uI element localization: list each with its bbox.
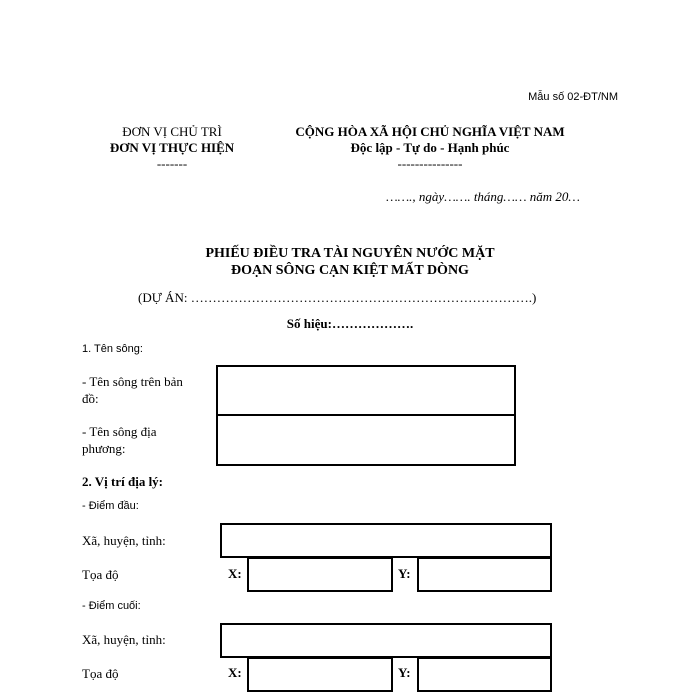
- start-x-label: X:: [228, 566, 242, 581]
- start-point-label: - Điểm đầu:: [82, 500, 139, 512]
- section-2-heading: 2. Vị trí địa lý:: [82, 474, 164, 489]
- title-line-2: ĐOẠN SÔNG CẠN KIỆT MẤT DÒNG: [231, 263, 469, 278]
- end-commune-label: Xã, huyện, tỉnh:: [82, 632, 166, 647]
- end-y-label: Y:: [398, 665, 411, 680]
- form-title: [100, 245, 600, 279]
- nation-dash: ---------------: [397, 156, 463, 171]
- org-dash: -------: [156, 156, 188, 171]
- start-commune-label: Xã, huyện, tỉnh:: [82, 533, 166, 548]
- start-commune-field[interactable]: [220, 523, 552, 558]
- local-name-label: - Tên sông địa phương:: [82, 424, 157, 456]
- end-x-field[interactable]: [247, 657, 393, 692]
- end-commune-field[interactable]: [220, 623, 552, 658]
- end-coord-label: Tọa độ: [82, 666, 119, 681]
- nation-line-1: CỘNG HÒA XÃ HỘI CHỦ NGHĨA VIỆT NAM: [295, 124, 565, 139]
- start-x-field[interactable]: [247, 557, 393, 592]
- section-1-heading: 1. Tên sông:: [82, 343, 143, 355]
- serial-number: Số hiệu:……………….: [286, 316, 414, 331]
- project-line: (DỰ ÁN: …………………………………………………………………….): [138, 290, 537, 305]
- date-line: ……., ngày……. tháng…… năm 20…: [386, 189, 580, 204]
- start-coord-label: Tọa độ: [82, 567, 119, 582]
- national-header: [262, 124, 598, 172]
- title-line-1: PHIẾU ĐIỀU TRA TÀI NGUYÊN NƯỚC MẶT: [205, 246, 495, 261]
- end-x-label: X:: [228, 665, 242, 680]
- start-y-label: Y:: [398, 566, 411, 581]
- org-line-1: ĐƠN VỊ CHỦ TRÌ: [122, 124, 222, 139]
- form-code: Mẫu số 02-ĐT/NM: [528, 91, 618, 103]
- nation-line-2: Độc lập - Tự do - Hạnh phúc: [350, 140, 510, 155]
- end-y-field[interactable]: [417, 657, 552, 692]
- organization-header: [92, 124, 252, 172]
- start-y-field[interactable]: [417, 557, 552, 592]
- local-name-field[interactable]: [216, 414, 516, 466]
- org-line-2: ĐƠN VỊ THỰC HIỆN: [109, 140, 235, 155]
- map-name-label: - Tên sông trên bản đồ:: [82, 374, 183, 406]
- end-point-label: - Điểm cuối:: [82, 600, 141, 612]
- map-name-field[interactable]: [216, 365, 516, 416]
